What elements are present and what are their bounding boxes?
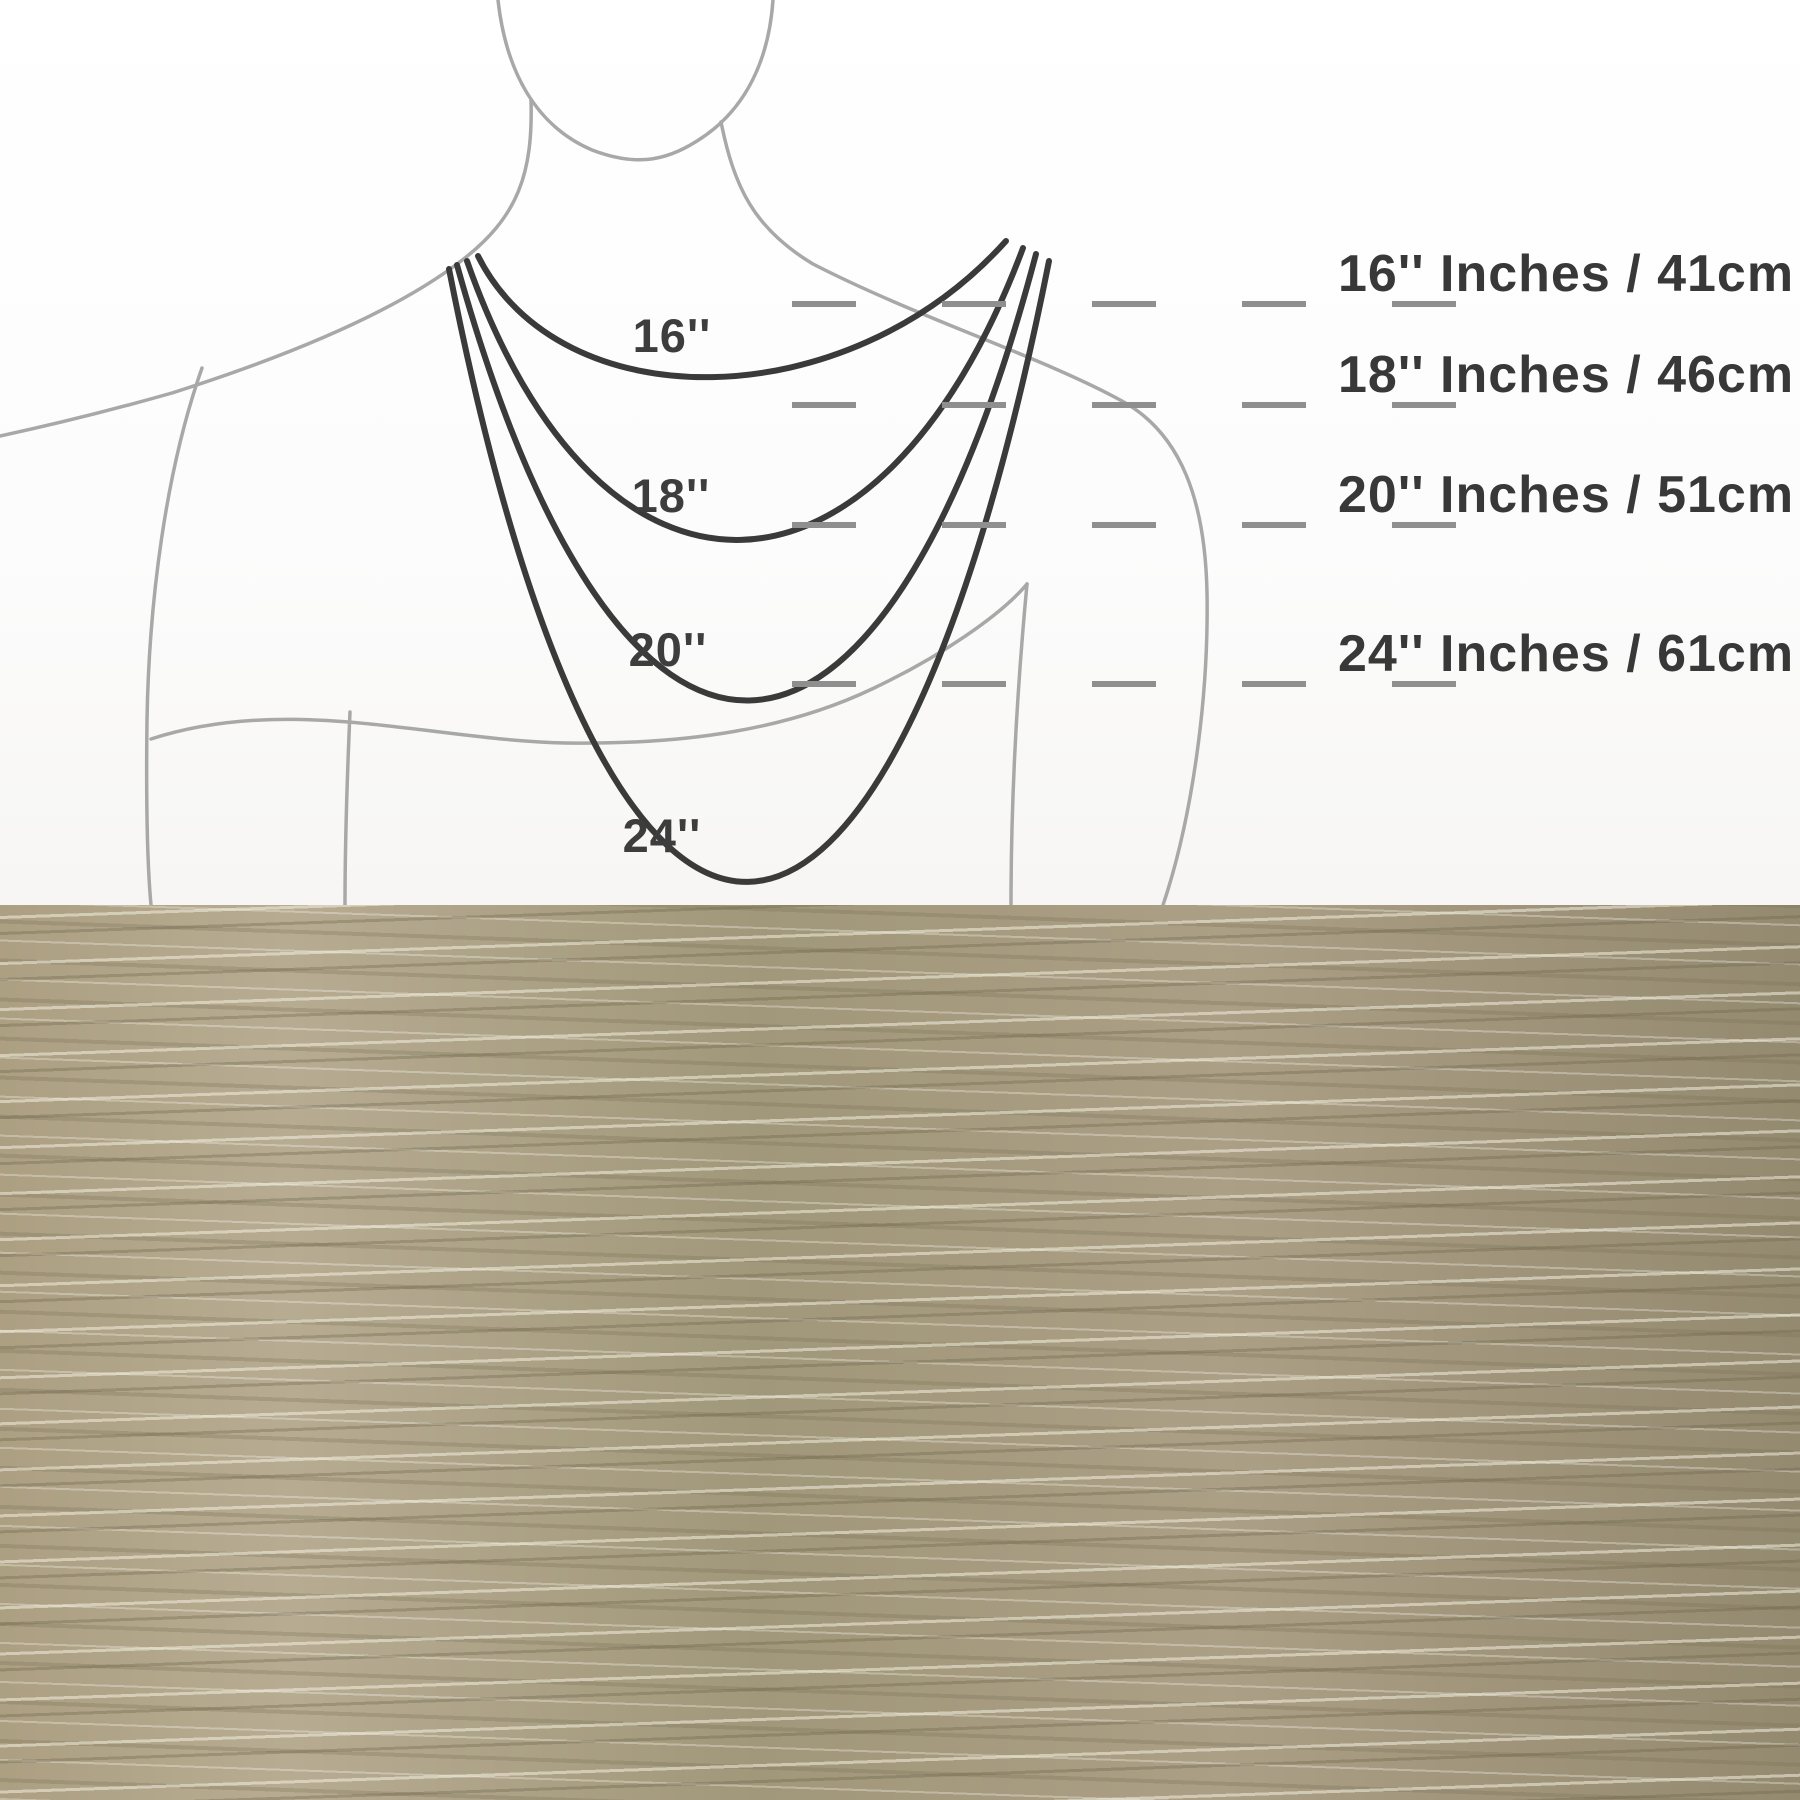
size-label-18: 18'' Inches / 46cm bbox=[1338, 346, 1795, 404]
size-label-20: 20'' Inches / 51cm bbox=[1338, 466, 1795, 524]
loop-label-18: 18'' bbox=[631, 469, 711, 522]
loop-label-16: 16'' bbox=[632, 309, 712, 362]
right-shoulder-arm-outline bbox=[721, 122, 1207, 905]
necklace-loops bbox=[449, 241, 1049, 882]
left-torso-outline bbox=[345, 712, 350, 905]
necklace-16-curve bbox=[478, 241, 1006, 377]
chin-outline bbox=[498, 0, 773, 160]
left-arm-outline bbox=[147, 368, 202, 905]
size-label-16: 16'' Inches / 41cm bbox=[1338, 245, 1795, 303]
figure-outline bbox=[0, 0, 1207, 905]
care-card-photo bbox=[0, 905, 1800, 1800]
bust-outline bbox=[151, 584, 1027, 743]
necklace-24-curve bbox=[449, 261, 1049, 882]
size-labels bbox=[1338, 245, 1794, 683]
right-torso-outline bbox=[1011, 584, 1027, 905]
loop-label-20: 20'' bbox=[628, 623, 708, 676]
loop-label-24: 24'' bbox=[622, 809, 702, 862]
loop-labels bbox=[623, 309, 712, 862]
size-label-24: 24'' Inches / 61cm bbox=[1338, 625, 1795, 683]
necklace-18-curve bbox=[467, 248, 1023, 540]
